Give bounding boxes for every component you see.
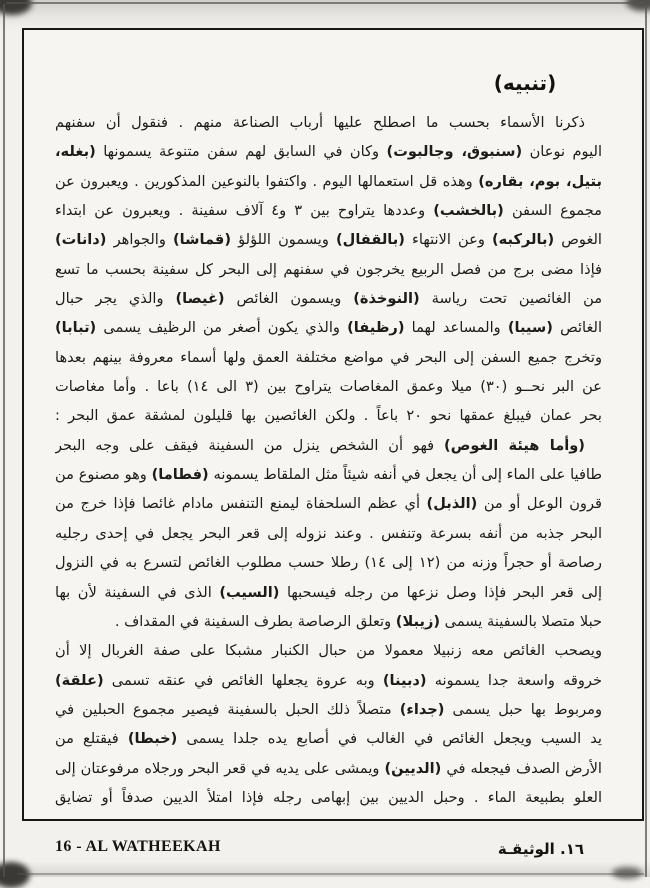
text-segment: وهو مصنوع من bbox=[55, 466, 152, 484]
text-segment: والذي يجر حبال bbox=[55, 290, 176, 308]
scan-edge-bottom bbox=[18, 873, 644, 875]
footer-journal-name-arabic: ١٦. الوثيقـة bbox=[497, 840, 584, 858]
scan-shadow-top bbox=[0, 0, 650, 30]
footer-journal-name-latin: 16 - AL WATHEEKAH bbox=[55, 838, 221, 855]
text-segment: متصلاً ذلك الحبل بالسفينة فيصير مجموع الحبلين في bbox=[55, 700, 400, 718]
text-segment: حبلا متصلا بالسفينة يسمى bbox=[440, 612, 602, 630]
text-segment: وكان في السابق لهم سفن متنوعة يسمونها bbox=[95, 143, 387, 161]
text-segment: وعددها يتراوح بين ٣ و٤ آلاف سفينة . ويعبرون عن ابتداء bbox=[55, 202, 434, 220]
bold-term: (رظيفا) bbox=[347, 319, 405, 337]
text-segment: طافيا على الماء إلى أن يجعل في أنفه شيئاً مثل الملقاط يسمونه bbox=[208, 466, 602, 484]
text-line bbox=[55, 548, 602, 577]
bold-term: (بالقفال) bbox=[336, 231, 405, 249]
bold-term: (دانات) bbox=[55, 231, 107, 249]
text-segment: الغوص bbox=[554, 231, 602, 249]
bold-term: (تبابا) bbox=[55, 319, 97, 337]
text-segment: ويسمون الغائص bbox=[224, 290, 354, 308]
bold-term: (الذبل) bbox=[426, 495, 478, 513]
bold-term: (النوخذة) bbox=[353, 290, 420, 308]
text-segment: رصاصة أو حجراً وزنه من (١٢ إلى ١٤) رطلا حسب مطلوب الغائص لتسرع به في النزول bbox=[55, 554, 602, 572]
text-segment: ومربوط بها حبل يسمى bbox=[444, 700, 602, 718]
bold-term: (بالخشب) bbox=[433, 202, 504, 220]
text-segment: وعن الانتهاء bbox=[404, 231, 492, 249]
text-segment: والمساعد لهما bbox=[404, 319, 508, 337]
text-line bbox=[55, 666, 602, 695]
text-line bbox=[55, 401, 602, 430]
text-line bbox=[55, 489, 602, 518]
bold-term: (زيبلا) bbox=[395, 612, 441, 630]
text-line bbox=[55, 695, 602, 724]
text-segment: والذي يكون أصغر من الرظيف يسمى bbox=[96, 319, 348, 337]
bold-term: بتيل، بوم، بقاره) bbox=[478, 172, 602, 190]
text-line bbox=[55, 783, 602, 812]
text-segment: وهذه قل استعمالها اليوم . واكتفوا بالنوعين المذكورين . ويعبرون عن bbox=[55, 172, 479, 190]
text-line bbox=[55, 372, 602, 401]
text-segment: والجواهر bbox=[106, 231, 173, 249]
text-segment: خروقه واسعة جدا يسمونه bbox=[426, 671, 602, 689]
text-segment: مجموع السفن bbox=[503, 202, 602, 220]
text-segment: اليوم نوعان bbox=[522, 143, 602, 161]
bold-term: (السيب) bbox=[219, 583, 280, 601]
bold-term: (فطاما) bbox=[151, 466, 209, 484]
text-segment: وتعلق الرصاصة بطرف السفينة في المقداف . bbox=[114, 612, 396, 630]
text-segment: الأرض الصدف فيجعله في bbox=[441, 759, 602, 777]
text-segment: إلى قعر البحر فإذا وصل نزعها من رجله فيسحبها bbox=[279, 583, 602, 601]
text-line bbox=[55, 196, 602, 225]
text-line bbox=[55, 167, 602, 196]
text-segment: أي عظم السلحفاة ليمنع التنفس مادام غائصا فإذا خرج من bbox=[55, 495, 427, 513]
text-segment: ويصحب الغائص معه زنبيلا معمولا من حبال الكنبار مشبكا على صفة الغربال إلا أن bbox=[55, 642, 602, 660]
text-line bbox=[55, 255, 602, 284]
bold-term: (بغله، bbox=[55, 143, 96, 161]
text-segment: الذى في السفينة لأن بها bbox=[55, 583, 220, 601]
text-segment: من الغائصين تحت رياسة bbox=[419, 290, 602, 308]
bold-term: (سيبا) bbox=[507, 319, 553, 337]
scan-edge-top bbox=[6, 2, 644, 4]
bold-term: (قماشا) bbox=[173, 231, 231, 249]
bold-term: (دبينا) bbox=[382, 671, 427, 689]
text-segment: بحر عمان فيبلغ عمقها نحو ٢٠ باعاً . ولكن الغائصين بها قليلون لمشقة عمق البحر : bbox=[55, 407, 602, 425]
text-segment: العلو بطبيعة الماء . وحبل الديين بين إبهامى رجله فإذا امتلأ الديين صدفاً أو تضايق bbox=[55, 788, 602, 806]
text-segment: وبه عروة يجعلها الغائص في عنقه تسمى bbox=[103, 671, 383, 689]
bold-term: (خبطا) bbox=[127, 730, 178, 748]
text-segment: فإذا مضى برج من فصل الربيع يخرجون في سفنهم إلى البحر كل سفينة بحسب ما تسع bbox=[55, 260, 602, 278]
text-segment: ويمشى على يديه في قعر البحر ورجلاه مرفوعتان إلى bbox=[55, 759, 385, 777]
text-segment: البحر جذبه من أنفه بسرعة وتنفس . وعند نزوله إلى قعر البحر يجعل في إحدى رجليه bbox=[55, 524, 602, 542]
text-segment: الغائص bbox=[552, 319, 602, 337]
text-segment: فيقتلع من bbox=[55, 730, 128, 748]
text-segment: عن البر نحــو (٣٠) ميلا وعمق المغاصات يتراوح بين (٣ الى ١٤) باعا . وأما مغاصات bbox=[55, 378, 602, 396]
text-line bbox=[55, 578, 602, 607]
bold-term: (سنبوق، وجالبوت) bbox=[386, 143, 523, 161]
text-line bbox=[55, 460, 602, 489]
text-segment: قرون الوعل أو من bbox=[477, 495, 602, 513]
bold-term: (الديين) bbox=[384, 759, 442, 777]
section-title: (تنبيه) bbox=[493, 71, 557, 95]
text-segment: ويسمون اللؤلؤ bbox=[231, 231, 336, 249]
text-segment: وتخرج جميع السفن إلى البحر في مواضع مختلفة العمق ولها أسماء معروفة بينهم بعدها bbox=[55, 348, 602, 366]
text-line bbox=[55, 108, 602, 137]
bold-term: (علقة) bbox=[55, 671, 104, 689]
bold-term: (بالركبه) bbox=[492, 231, 555, 249]
text-line bbox=[55, 519, 602, 548]
bold-term: (غيصا) bbox=[175, 290, 225, 308]
text-line bbox=[55, 225, 602, 254]
text-line bbox=[55, 636, 602, 665]
scan-edge-left bbox=[3, 4, 5, 877]
text-block bbox=[55, 108, 602, 812]
bold-term: (جداء) bbox=[399, 700, 445, 718]
text-segment: فهو أن الشخص ينزل من السفينة فيقف على وجه البحر bbox=[55, 436, 445, 454]
text-line bbox=[55, 607, 602, 636]
text-segment: يد السيب ويجعل الغائص في الغالب في أصابع يده جلدا يسمى bbox=[177, 730, 602, 748]
text-line bbox=[55, 137, 602, 166]
text-line bbox=[55, 724, 602, 753]
text-line bbox=[55, 754, 602, 783]
text-line bbox=[55, 431, 602, 460]
text-line bbox=[55, 313, 602, 342]
text-line bbox=[55, 284, 602, 313]
text-line bbox=[55, 343, 602, 372]
scan-edge-right bbox=[645, 4, 647, 877]
text-segment: ذكرنا الأسماء بحسب ما اصطلح عليها أرباب الصناعة منهم . فنقول أن سفنهم bbox=[55, 114, 585, 131]
bold-term: (وأما هيئة الغوص) bbox=[444, 436, 585, 454]
